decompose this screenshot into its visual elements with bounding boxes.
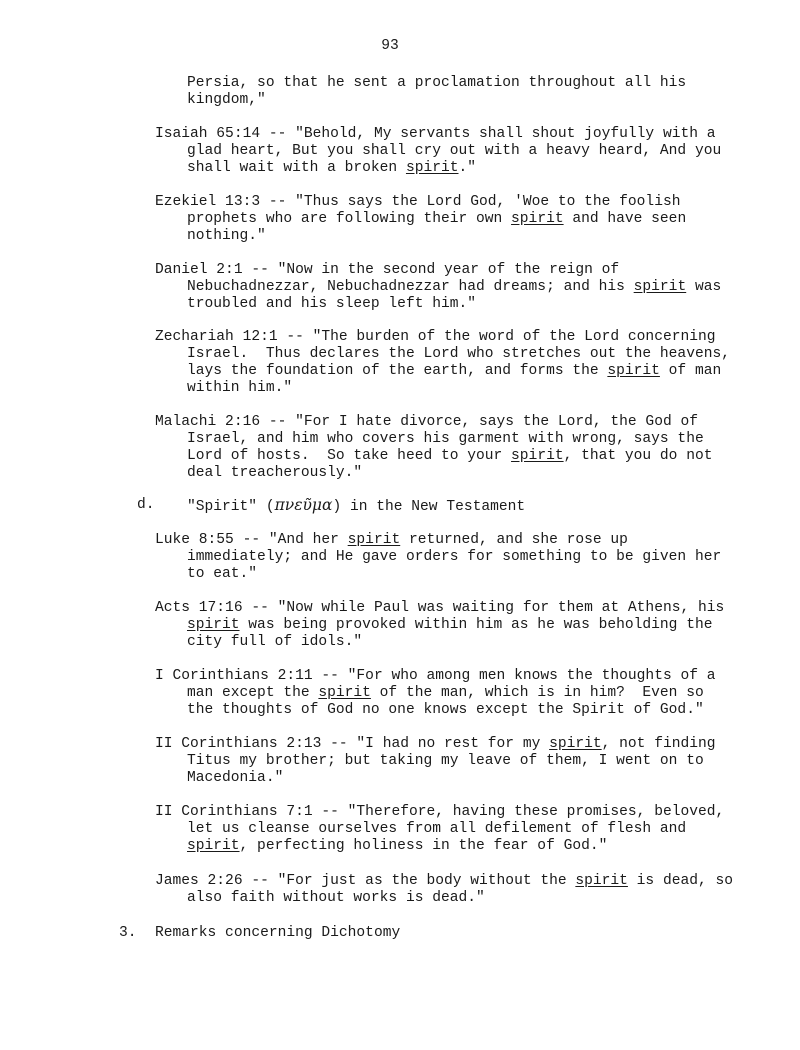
verse-text: II Corinthians 2:13 -- "I had no rest for my [155, 736, 550, 752]
verse-text: city full of idols." [187, 634, 363, 650]
entry-malachi-2-16-line [187, 448, 712, 465]
verse-text: Israel. Thus declares the Lord who stretches out the heavens, [187, 346, 730, 362]
section-3-marker: 3. [119, 925, 137, 941]
verse-text: shall wait with a broken [187, 160, 406, 176]
entry-zechariah-12-1-reference-line [155, 329, 716, 346]
underlined-word-spirit: spirit [511, 448, 564, 464]
entry-ezekiel-13-3-line [187, 228, 266, 245]
verse-text: returned, and she rose up [400, 532, 628, 548]
entry-2-corinthians-2-13-reference-line [155, 736, 716, 753]
entry-isaiah-65-14-line [187, 143, 721, 160]
verse-text: let us cleanse ourselves from all defilement of flesh and [187, 821, 687, 837]
verse-text: Israel, and him who covers his garment with wrong, says the [187, 431, 704, 447]
verse-text: , that you do not [563, 448, 713, 464]
verse-text: nothing." [187, 228, 266, 244]
entry-luke-8-55-reference-line [155, 532, 628, 549]
underlined-word-spirit: spirit [347, 532, 401, 548]
verse-text: Ezekiel 13:3 -- "Thus says the Lord God, 'Woe to the foolish [155, 194, 681, 210]
intro-text-line [187, 92, 266, 109]
verse-text: James 2:26 -- "For just as the body without the [155, 873, 576, 889]
verse-text: Luke 8:55 -- "And her [155, 532, 348, 548]
verse-text: prophets who are following their own [187, 211, 512, 227]
verse-text: lays the foundation of the earth, and forms the [187, 363, 608, 379]
verse-text: immediately; and He gave orders for something to be given her [187, 549, 722, 565]
verse-text: Zechariah 12:1 -- "The burden of the word of the Lord concerning [155, 329, 716, 345]
entry-ezekiel-13-3-line [187, 211, 686, 228]
verse-text: Isaiah 65:14 -- "Behold, My servants shall shout joyfully with a [155, 126, 716, 142]
verse-text: is dead, so [627, 873, 734, 889]
entry-acts-17-16-line [187, 617, 712, 634]
verse-text: to eat." [187, 566, 258, 582]
verse-text: of man [659, 363, 722, 379]
verse-text: was being provoked within him as he was beholding the [239, 617, 713, 633]
entry-isaiah-65-14-reference-line [155, 126, 716, 143]
verse-text: glad heart, But you shall cry out with a heavy heard, And you [187, 143, 722, 159]
underlined-word-spirit: spirit [187, 838, 240, 854]
verse-text: man except the [187, 685, 319, 701]
verse-text: Persia, so that he sent a proclamation throughout all his [187, 75, 687, 91]
verse-text: Daniel 2:1 -- "Now in the second year of the reign of [155, 262, 620, 278]
greek-pneuma: πνεῦμα [274, 496, 333, 514]
verse-text: and have seen [563, 211, 687, 227]
entry-luke-8-55-line [187, 549, 721, 566]
underlined-word-spirit: spirit [633, 279, 687, 295]
verse-text: Lord of hosts. So take heed to your [187, 448, 512, 464]
entry-james-2-26-reference-line [155, 873, 733, 890]
entry-daniel-2-1-line [187, 296, 476, 313]
verse-text: troubled and his sleep left him." [187, 296, 477, 312]
section-3-title: Remarks concerning Dichotomy [155, 925, 401, 941]
section-d-heading [187, 497, 525, 516]
verse-text: Macedonia." [187, 770, 284, 786]
verse-text: ." [458, 160, 477, 176]
entry-ezekiel-13-3-reference-line [155, 194, 680, 211]
entry-acts-17-16-line [187, 634, 362, 651]
verse-text: Malachi 2:16 -- "For I hate divorce, says the Lord, the God of [155, 414, 698, 430]
verse-text: I Corinthians 2:11 -- "For who among men knows the thoughts of a [155, 668, 716, 684]
entry-2-corinthians-2-13-line [187, 770, 283, 787]
verse-text: , perfecting holiness in the fear of God." [239, 838, 608, 854]
entry-daniel-2-1-line [187, 279, 721, 296]
entry-1-corinthians-2-11-reference-line [155, 668, 716, 685]
entry-2-corinthians-2-13-line [187, 753, 704, 770]
verse-text: was [686, 279, 722, 295]
underlined-word-spirit: spirit [187, 617, 240, 633]
underlined-word-spirit: spirit [575, 873, 628, 889]
section-d-marker: d. [137, 497, 155, 513]
entry-2-corinthians-7-1-line [187, 821, 686, 838]
entry-acts-17-16-reference-line [155, 600, 724, 617]
underlined-word-spirit: spirit [511, 211, 564, 227]
underlined-word-spirit: spirit [549, 736, 602, 752]
underlined-word-spirit: spirit [405, 160, 459, 176]
verse-text: Acts 17:16 -- "Now while Paul was waiting for them at Athens, his [155, 600, 725, 616]
entry-isaiah-65-14-line [187, 160, 476, 177]
verse-text: deal treacherously." [187, 465, 363, 481]
page-number: 93 [381, 38, 399, 54]
entry-2-corinthians-7-1-line [187, 838, 607, 855]
entry-1-corinthians-2-11-line [187, 702, 704, 719]
entry-zechariah-12-1-line [187, 380, 292, 397]
verse-text: II Corinthians 7:1 -- "Therefore, having these promises, beloved, [155, 804, 725, 820]
entry-1-corinthians-2-11-line [187, 685, 704, 702]
entry-zechariah-12-1-line [187, 363, 721, 380]
underlined-word-spirit: spirit [318, 685, 371, 701]
verse-text: within him." [187, 380, 293, 396]
intro-text-reference-line [187, 75, 686, 92]
entry-malachi-2-16-line [187, 431, 704, 448]
verse-text: also faith without works is dead." [187, 890, 485, 906]
entry-james-2-26-line [187, 890, 485, 907]
verse-text: kingdom," [187, 92, 266, 108]
section-d-title-before: "Spirit" ( [187, 499, 275, 515]
verse-text: the thoughts of God no one knows except the Spirit of God." [187, 702, 704, 718]
verse-text: Nebuchadnezzar, Nebuchadnezzar had dreams; and his [187, 279, 634, 295]
verse-text: Titus my brother; but taking my leave of them, I went on to [187, 753, 704, 769]
entry-2-corinthians-7-1-reference-line [155, 804, 724, 821]
entry-malachi-2-16-line [187, 465, 362, 482]
underlined-word-spirit: spirit [607, 363, 660, 379]
entry-luke-8-55-line [187, 566, 257, 583]
section-d-title-after: ) in the New Testament [332, 499, 526, 515]
entry-daniel-2-1-reference-line [155, 262, 619, 279]
verse-text: of the man, which is in him? Even so [370, 685, 704, 701]
entry-zechariah-12-1-line [187, 346, 730, 363]
verse-text: , not finding [601, 736, 716, 752]
entry-malachi-2-16-reference-line [155, 414, 698, 431]
